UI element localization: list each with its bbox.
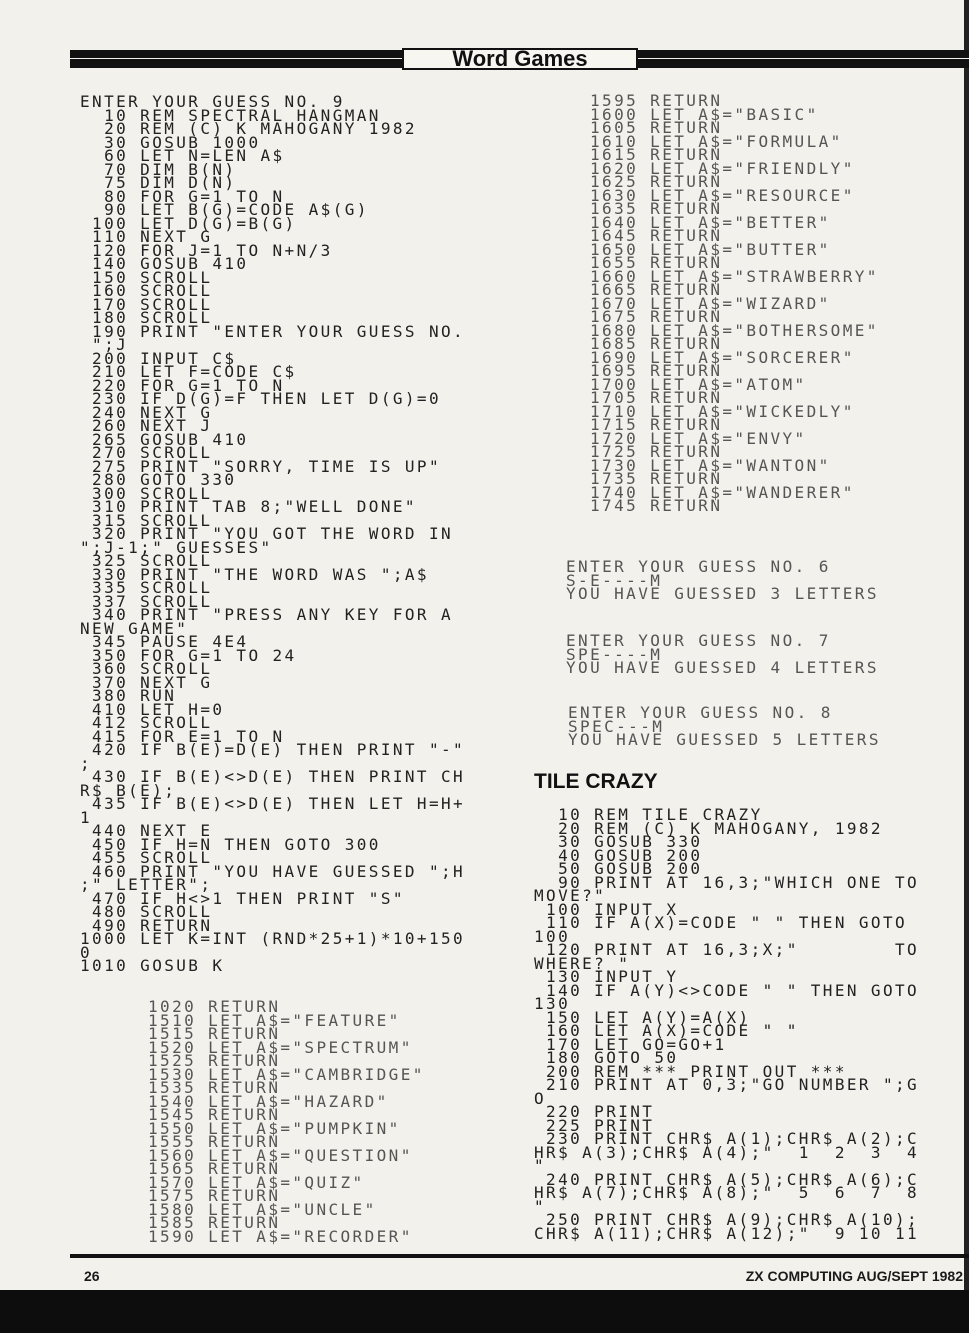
header-rule-right [638,50,969,68]
magazine-issue: ZX COMPUTING AUG/SEPT 1982 [745,1268,963,1284]
hangman-listing: ENTER YOUR GUESS NO. 9 10 REM SPECTRAL HANGMAN 20 REM (C) K MAHOGANY 1982 30 GOSUB 1000 60 LET N=LEN A$ 70 DIM B(N) 75 DIM D(N) 80 FOR G=1 TO N 90 LET B(G)=CODE A$(G) 100 LET D(G)=B(G) 110 NEXT G 120 FOR J=1 TO N+N/3 140 GOSUB 410 150 SCROLL 160 SCROLL 170 SCROLL 180 SCROLL 190 PRINT "ENTER YOUR GUESS NO. ";J 200 INPUT C$ 210 LET F=CODE C$ 220 FOR G=1 TO N 230 IF D(G)=F THEN LET D(G)=0 240 NEXT G 260 NEXT J 265 GOSUB 410 270 SCROLL 275 PRINT "SORRY, TIME IS UP" 280 GOTO 330 300 SCROLL 310 PRINT TAB 8;"WELL DONE" 315 SCROLL 320 PRINT "YOU GOT THE WORD IN ";J-1;" GUESSES" 325 SCROLL 330 PRINT "THE WORD WAS ";A$ 335 SCROLL 337 SCROLL 340 PRINT "PRESS ANY KEY FOR A NEW GAME" 345 PAUSE 4E4 350 FOR G=1 TO 24 360 SCROLL 370 NEXT G 380 RUN 410 LET H=0 412 SCROLL 415 FOR E=1 TO N 420 IF B(E)=D(E) THEN PRINT "-" ; 430 IF B(E)<>D(E) THEN PRINT CH R$ B(E); 435 IF B(E)<>D(E) THEN LET H=H+ 1 440 NEXT E 450 IF H=N THEN GOTO 300 455 SCROLL 460 PRINT "YOU HAVE GUESSED ";H ;" LETTER"; 470 IF H<>1 THEN PRINT "S" 480 SCROLL 490 RETURN 1000 LET K=INT (RND*25+1)*10+150 0 1010 GOSUB K [80,92,466,975]
tile-crazy-heading: TILE CRAZY [534,770,658,793]
sample-run-output: ENTER YOUR GUESS NO. 6 S-E----M YOU HAVE GUESSED 3 LETTERS [566,557,879,603]
hangman-word-list: 1595 RETURN 1600 LET A$="BASIC" 1605 RETURN 1610 LET A$="FORMULA" 1615 RETURN 1620 LET A$="FRIENDLY" 1625 RETURN 1630 LET A$="RESOURCE" 1635 RETURN 1640 LET A$="BETTER" 1645 RETURN 1650 LET A$="BUTTER" 1655 RETURN 1660 LET A$="STRAWBERRY" 1665 RETURN 1670 LET A$="WIZARD" 1675 RETURN 1680 LET A$="BOTHERSOME" 1685 RETURN 1690 LET A$="SORCERER" 1695 RETURN 1700 LET A$="ATOM" 1705 RETURN 1710 LET A$="WICKEDLY" 1715 RETURN 1720 LET A$="ENVY" 1725 RETURN 1730 LET A$="WANTON" 1735 RETURN 1740 LET A$="WANDERER" 1745 RETURN [590,91,879,515]
tile-crazy-listing: 10 REM TILE CRAZY 20 REM (C) K MAHOGANY, 1982 30 GOSUB 330 40 GOSUB 200 50 GOSUB 200 90 PRINT AT 16,3;"WHICH ONE TO MOVE?" 100 INPUT X 110 IF A(X)=CODE " " THEN GOTO 100 120 PRINT AT 16,3;X;" TO WHERE? " 130 INPUT Y 140 IF A(Y)<>CODE " " THEN GOTO 130 150 LET A(Y)=A(X) 160 LET A(X)=CODE " " 170 LET GO=GO+1 180 GOTO 50 200 REM *** PRINT OUT *** 210 PRINT AT 0,3;"GO NUMBER ";G O 220 PRINT 225 PRINT 230 PRINT CHR$ A(1);CHR$ A(2);C HR$ A(3);CHR$ A(4);" 1 2 3 4 " 240 PRINT CHR$ A(5);CHR$ A(6);C HR$ A(7);CHR$ A(8);" 5 6 7 8 " 250 PRINT CHR$ A(9);CHR$ A(10); CHR$ A(11);CHR$ A(12);" 9 10 11 [534,805,920,1243]
footer-rule [70,1254,969,1258]
sample-run-output: ENTER YOUR GUESS NO. 8 SPEC---M YOU HAVE GUESSED 5 LETTERS [568,703,881,749]
header-rule-left [70,50,402,68]
page-number: 26 [84,1268,100,1284]
hangman-listing-continued: 1020 RETURN 1510 LET A$="FEATURE" 1515 RETURN 1520 LET A$="SPECTRUM" 1525 RETURN 1530 LET A$="CAMBRIDGE" 1535 RETURN 1540 LET A$="HAZARD" 1545 RETURN 1550 LET A$="PUMPKIN" 1555 RETURN 1560 LET A$="QUESTION" 1565 RETURN 1570 LET A$="QUIZ" 1575 RETURN 1580 LET A$="UNCLE" 1585 RETURN 1590 LET A$="RECORDER" [148,997,425,1246]
sample-run-output: ENTER YOUR GUESS NO. 7 SPE----M YOU HAVE GUESSED 4 LETTERS [566,631,879,677]
scan-border [0,1290,969,1333]
page-edge-shadow [964,0,969,1290]
section-header [70,48,969,70]
section-title: Word Games [402,48,638,70]
